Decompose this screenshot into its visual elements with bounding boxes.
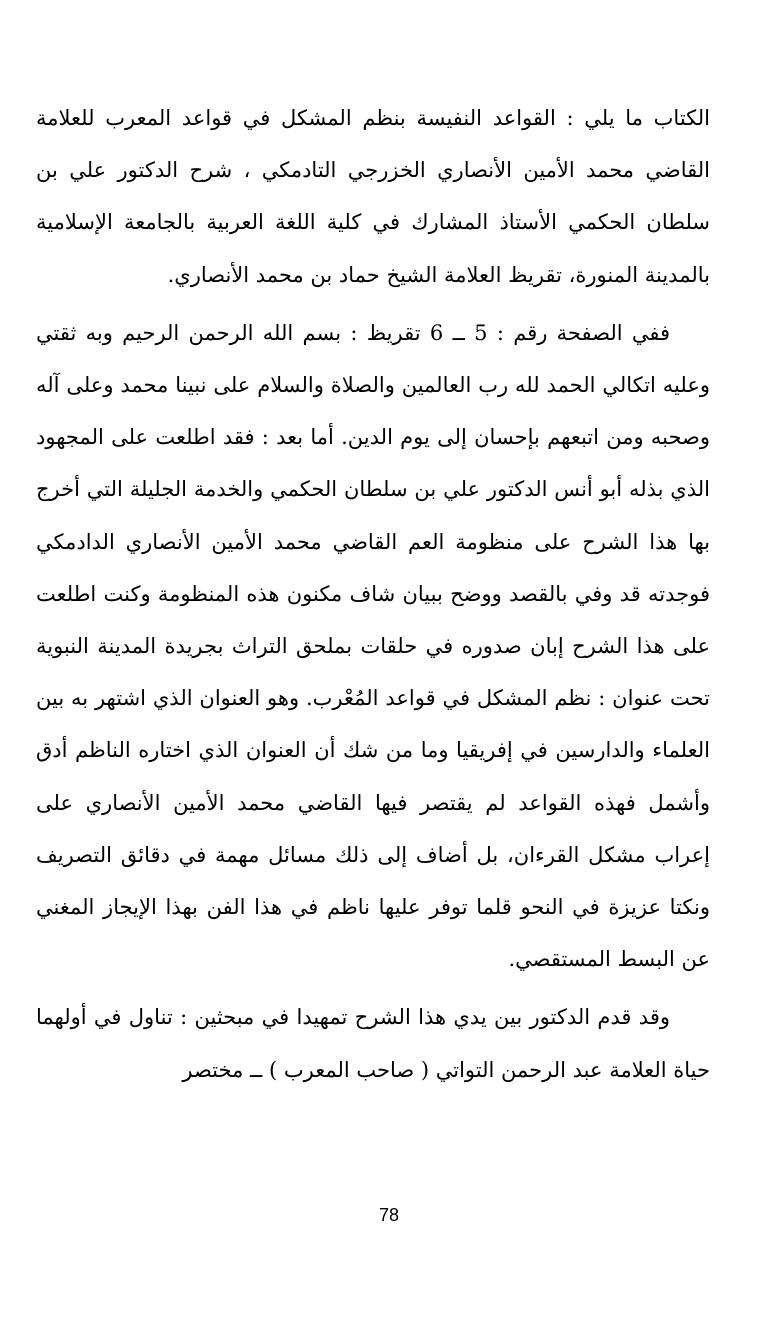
body-text [36,92,710,1096]
paragraph-introduction: وقد قدم الدكتور بين يدي هذا الشرح تمهيدا في مبحثين : تناول في أولهما حياة العلامة عبد الرحمن التواتي ( صاحب المعرب ) ــ مختصر [36,1005,710,1082]
page-number: 78 [378,1205,400,1225]
paragraph-endorsement: ففي الصفحة رقم : 5 ــ 6 تقريظ : بسم الله الرحمن الرحيم وبه ثقتي وعليه اتكالي الحمد لله رب العالمين والصلاة والسلام على نبينا محمد وعلى آله وصحبه ومن اتبعهم بإحسان إلى يوم الدين. أما بعد : فقد اطلعت على المجهود الذي بذله أبو أنس الدكتور علي بن سلطان الحكمي والخدمة الجليلة التي أخرج بها هذا الشرح على منظومة العم القاضي محمد الأمين الأنصاري الدادمكي فوجدته قد وفي بالقصد ووضح ببيان شاف مكنون هذه المنظومة وكنت اطلعت على هذا الشرح إبان صدوره في حلقات بملحق التراث بجريدة المدينة النبوية تحت عنوان : نظم المشكل في قواعد المُعْرب. وهو العنوان الذي اشتهر به بين العلماء والدارسين في إفريقيا وما من شك أن العنوان الذي اختاره الناظم أدق وأشمل فهذه القواعد لم يقتصر فيها القاضي محمد الأمين الأنصاري على إعراب مشكل القرءان، بل أضاف إلى ذلك مسائل مهمة في دقائق التصريف ونكتا عزيزة في النحو قلما توفر عليها ناظم في هذا الفن بهذا الإيجاز المغني عن البسط المستقصي. [36,320,710,972]
paragraph-book-title: الكتاب ما يلي : القواعد النفيسة بنظم المشكل في قواعد المعرب للعلامة القاضي محمد الأمين الأنصاري الخزرجي التادمكي ، شرح الدكتور علي بن سلطان الحكمي الأستاذ المشارك في كلية اللغة العربية بالجامعة الإسلامية بالمدينة المنورة، تقريظ العلامة الشيخ حماد بن محمد الأنصاري. [36,106,710,287]
